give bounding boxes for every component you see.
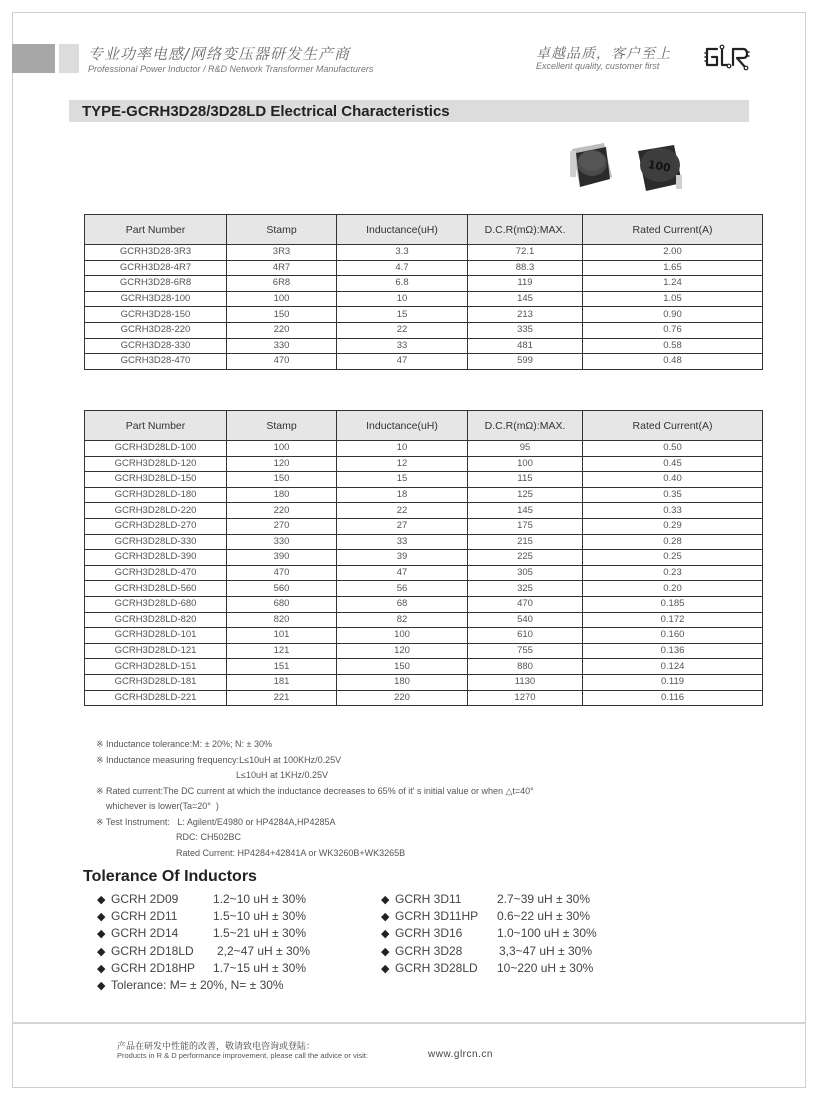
part-number-cell: GCRH3D28LD-221 xyxy=(85,690,227,706)
rated-current-cell: 0.40 xyxy=(583,472,763,488)
dcr-cell: 215 xyxy=(468,534,583,550)
rated-current-cell: 0.172 xyxy=(583,612,763,628)
diamond-bullet-icon: ◆ xyxy=(97,928,106,941)
table-row xyxy=(85,674,763,690)
column-header-stamp: Stamp xyxy=(227,411,337,441)
part-number-cell: GCRH3D28-470 xyxy=(85,354,227,370)
part-number-cell: GCRH3D28-6R8 xyxy=(85,276,227,292)
inductor-product-image xyxy=(562,137,702,199)
part-number-cell: GCRH3D28LD-270 xyxy=(85,518,227,534)
table-row xyxy=(85,518,763,534)
part-number-cell: GCRH3D28LD-121 xyxy=(85,643,227,659)
inductance-cell: 33 xyxy=(337,338,468,354)
diamond-bullet-icon: ◆ xyxy=(381,945,390,958)
dcr-cell: 481 xyxy=(468,338,583,354)
inductance-cell: 18 xyxy=(337,487,468,503)
inductance-cell: 47 xyxy=(337,354,468,370)
diamond-bullet-icon: ◆ xyxy=(381,962,390,975)
dcr-cell: 145 xyxy=(468,291,583,307)
rated-current-cell: 0.48 xyxy=(583,354,763,370)
inductance-cell: 220 xyxy=(337,690,468,706)
dcr-cell: 325 xyxy=(468,581,583,597)
slogan-cn: 卓越品质，客户至上 xyxy=(536,46,671,62)
spec-table-3d28 xyxy=(84,214,763,370)
tolerance-item: ◆ GCRH 3D11HP 0.6~22 uH ± 30% xyxy=(381,908,597,925)
rated-current-cell: 0.90 xyxy=(583,307,763,323)
part-number-cell: GCRH3D28LD-181 xyxy=(85,674,227,690)
inductance-cell: 100 xyxy=(337,628,468,644)
footer-note-cn: 产品在研发中性能的改善，敬请致电咨询或登陆： xyxy=(117,1042,316,1052)
tolerance-item: ◆ GCRH 2D09 1.2~10 uH ± 30% xyxy=(97,891,310,908)
diamond-bullet-icon: ◆ xyxy=(381,911,390,924)
stamp-cell: 221 xyxy=(227,690,337,706)
column-header-inductance: Inductance(uH) xyxy=(337,411,468,441)
inductance-cell: 33 xyxy=(337,534,468,550)
dcr-cell: 88.3 xyxy=(468,260,583,276)
note-line: L≤10uH at 1KHz/0.25V xyxy=(96,770,329,780)
footer-note-en: Products in R & D performance improvement, please call the advice or visit: xyxy=(117,1051,368,1060)
table-row xyxy=(85,565,763,581)
diamond-bullet-icon: ◆ xyxy=(381,894,390,906)
table-row xyxy=(85,338,763,354)
part-number-cell: GCRH3D28-4R7 xyxy=(85,260,227,276)
column-header-inductance: Inductance(uH) xyxy=(337,215,468,245)
tolerance-item: ◆ GCRH 3D16 1.0~100 uH ± 30% xyxy=(381,925,597,942)
note-line: ※ Inductance measuring frequency:L≤10uH at 100KHz/0.25V xyxy=(96,754,342,765)
rated-current-cell: 0.185 xyxy=(583,596,763,612)
part-number-cell: GCRH3D28LD-820 xyxy=(85,612,227,628)
stamp-cell: 180 xyxy=(227,487,337,503)
stamp-cell: 4R7 xyxy=(227,260,337,276)
part-number-cell: GCRH3D28LD-100 xyxy=(85,441,227,457)
table-row xyxy=(85,472,763,488)
dcr-cell: 95 xyxy=(468,441,583,457)
inductance-cell: 3.3 xyxy=(337,245,468,261)
tolerance-item: ◆ GCRH 3D11 2.7~39 uH ± 30% xyxy=(381,891,597,908)
note-line: RDC: CH502BC xyxy=(96,832,242,842)
slogan-en: Excellent quality, customer first xyxy=(536,61,660,71)
diamond-bullet-icon: ◆ xyxy=(97,980,106,993)
stamp-cell: 6R8 xyxy=(227,276,337,292)
dcr-cell: 100 xyxy=(468,456,583,472)
rated-current-cell: 0.116 xyxy=(583,690,763,706)
inductor-marked-icon xyxy=(638,145,682,191)
part-number-cell: GCRH3D28-100 xyxy=(85,291,227,307)
part-number-cell: GCRH3D28-330 xyxy=(85,338,227,354)
table-row xyxy=(85,260,763,276)
rated-current-cell: 0.76 xyxy=(583,322,763,338)
rated-current-cell: 0.119 xyxy=(583,674,763,690)
inductance-cell: 15 xyxy=(337,472,468,488)
rated-current-cell: 0.33 xyxy=(583,503,763,519)
inductance-cell: 27 xyxy=(337,518,468,534)
inductance-cell: 22 xyxy=(337,322,468,338)
column-header-dcr: D.C.R(mΩ):MAX. xyxy=(468,215,583,245)
part-number-cell: GCRH3D28-3R3 xyxy=(85,245,227,261)
stamp-cell: 270 xyxy=(227,518,337,534)
table-row xyxy=(85,291,763,307)
tolerance-footnote: ◆ Tolerance: M= ± 20%, N= ± 30% xyxy=(97,977,310,994)
inductance-cell: 10 xyxy=(337,441,468,457)
test-notes xyxy=(96,737,534,861)
part-number-cell: GCRH3D28LD-120 xyxy=(85,456,227,472)
diamond-bullet-icon: ◆ xyxy=(97,945,106,958)
header-decor-block-dark xyxy=(12,44,55,73)
dcr-cell: 599 xyxy=(468,354,583,370)
table-header-row xyxy=(85,411,763,441)
part-number-cell: GCRH3D28LD-180 xyxy=(85,487,227,503)
inductor-unmarked-icon xyxy=(570,143,612,187)
diamond-bullet-icon: ◆ xyxy=(97,894,106,906)
note-line: Rated Current: HP4284+42841A or WK3260B+WK3265B xyxy=(96,847,406,858)
inductance-cell: 10 xyxy=(337,291,468,307)
rated-current-cell: 0.124 xyxy=(583,659,763,675)
stamp-cell: 470 xyxy=(227,565,337,581)
stamp-cell: 680 xyxy=(227,596,337,612)
stamp-cell: 3R3 xyxy=(227,245,337,261)
dcr-cell: 1130 xyxy=(468,674,583,690)
rated-current-cell: 0.20 xyxy=(583,581,763,597)
stamp-cell: 101 xyxy=(227,628,337,644)
table-row xyxy=(85,456,763,472)
inductance-cell: 22 xyxy=(337,503,468,519)
table-row xyxy=(85,322,763,338)
table-row xyxy=(85,643,763,659)
rated-current-cell: 0.58 xyxy=(583,338,763,354)
rated-current-cell: 0.28 xyxy=(583,534,763,550)
rated-current-cell: 1.65 xyxy=(583,260,763,276)
inductance-cell: 39 xyxy=(337,550,468,566)
table-row xyxy=(85,596,763,612)
dcr-cell: 72.1 xyxy=(468,245,583,261)
inductance-cell: 4.7 xyxy=(337,260,468,276)
tolerance-item: ◆ GCRH 3D28LD 10~220 uH ± 30% xyxy=(381,960,597,977)
rated-current-cell: 1.24 xyxy=(583,276,763,292)
company-tagline-cn: 专业功率电感/网络变压器研发生产商 xyxy=(88,45,351,63)
part-number-cell: GCRH3D28LD-680 xyxy=(85,596,227,612)
inductance-cell: 47 xyxy=(337,565,468,581)
part-number-cell: GCRH3D28-220 xyxy=(85,322,227,338)
table-row xyxy=(85,628,763,644)
dcr-cell: 335 xyxy=(468,322,583,338)
stamp-cell: 120 xyxy=(227,456,337,472)
table-row xyxy=(85,487,763,503)
inductance-cell: 180 xyxy=(337,674,468,690)
tolerance-item: ◆ GCRH 2D18HP 1.7~15 uH ± 30% xyxy=(97,960,310,977)
tolerance-list-right xyxy=(381,891,597,977)
spec-table-3d28ld xyxy=(84,410,763,706)
dcr-cell: 540 xyxy=(468,612,583,628)
part-number-cell: GCRH3D28LD-470 xyxy=(85,565,227,581)
inductance-cell: 6.8 xyxy=(337,276,468,292)
stamp-cell: 100 xyxy=(227,291,337,307)
stamp-cell: 220 xyxy=(227,503,337,519)
rated-current-cell: 1.05 xyxy=(583,291,763,307)
header-decor-block-light xyxy=(59,44,79,73)
table-row xyxy=(85,534,763,550)
stamp-cell: 220 xyxy=(227,322,337,338)
table-row xyxy=(85,503,763,519)
company-logo-icon xyxy=(703,42,751,72)
inductance-cell: 12 xyxy=(337,456,468,472)
rated-current-cell: 0.25 xyxy=(583,550,763,566)
dcr-cell: 610 xyxy=(468,628,583,644)
dcr-cell: 305 xyxy=(468,565,583,581)
tolerance-item: ◆ GCRH 2D14 1.5~21 uH ± 30% xyxy=(97,925,310,942)
page-title: TYPE-GCRH3D28/3D28LD Electrical Characteristics xyxy=(82,103,450,120)
dcr-cell: 213 xyxy=(468,307,583,323)
table-row xyxy=(85,550,763,566)
stamp-cell: 820 xyxy=(227,612,337,628)
column-header-stamp: Stamp xyxy=(227,215,337,245)
stamp-cell: 100 xyxy=(227,441,337,457)
dcr-cell: 880 xyxy=(468,659,583,675)
dcr-cell: 225 xyxy=(468,550,583,566)
rated-current-cell: 0.136 xyxy=(583,643,763,659)
part-number-cell: GCRH3D28LD-151 xyxy=(85,659,227,675)
note-line: whichever is lower(Ta=20° ) xyxy=(96,801,219,811)
diamond-bullet-icon: ◆ xyxy=(381,928,390,941)
stamp-cell: 470 xyxy=(227,354,337,370)
tolerance-section-title: Tolerance Of Inductors xyxy=(83,868,257,885)
part-number-cell: GCRH3D28LD-560 xyxy=(85,581,227,597)
part-number-cell: GCRH3D28LD-101 xyxy=(85,628,227,644)
table-row xyxy=(85,612,763,628)
part-number-cell: GCRH3D28LD-330 xyxy=(85,534,227,550)
rated-current-cell: 0.45 xyxy=(583,456,763,472)
note-line: ※ Test Instrument: L: Agilent/E4980 or HP4284A,HP4285A xyxy=(96,816,336,827)
stamp-cell: 151 xyxy=(227,659,337,675)
part-number-cell: GCRH3D28LD-150 xyxy=(85,472,227,488)
inductance-cell: 150 xyxy=(337,659,468,675)
column-header-dcr: D.C.R(mΩ):MAX. xyxy=(468,411,583,441)
stamp-cell: 560 xyxy=(227,581,337,597)
tolerance-item: ◆ GCRH 2D11 1.5~10 uH ± 30% xyxy=(97,908,310,925)
note-line: ※ Inductance tolerance:M: ± 20%; N: ± 30% xyxy=(96,739,273,749)
svg-text:100: 100 xyxy=(646,157,672,175)
stamp-cell: 181 xyxy=(227,674,337,690)
table-header-row xyxy=(85,215,763,245)
dcr-cell: 115 xyxy=(468,472,583,488)
table-row xyxy=(85,276,763,292)
diamond-bullet-icon: ◆ xyxy=(97,911,106,924)
dcr-cell: 470 xyxy=(468,596,583,612)
stamp-cell: 390 xyxy=(227,550,337,566)
inductance-cell: 15 xyxy=(337,307,468,323)
table-row xyxy=(85,581,763,597)
inductance-cell: 82 xyxy=(337,612,468,628)
table-row xyxy=(85,307,763,323)
dcr-cell: 1270 xyxy=(468,690,583,706)
stamp-cell: 150 xyxy=(227,472,337,488)
rated-current-cell: 0.23 xyxy=(583,565,763,581)
inductance-cell: 120 xyxy=(337,643,468,659)
table-row xyxy=(85,659,763,675)
tolerance-item: ◆ GCRH 2D18LD 2,2~47 uH ± 30% xyxy=(97,943,310,960)
footer-website-link[interactable]: www.glrcn.cn xyxy=(428,1049,493,1060)
part-number-cell: GCRH3D28LD-390 xyxy=(85,550,227,566)
stamp-cell: 330 xyxy=(227,534,337,550)
column-header-rated-current: Rated Current(A) xyxy=(583,215,763,245)
stamp-cell: 330 xyxy=(227,338,337,354)
dcr-cell: 145 xyxy=(468,503,583,519)
inductance-cell: 56 xyxy=(337,581,468,597)
inductance-cell: 68 xyxy=(337,596,468,612)
rated-current-cell: 0.29 xyxy=(583,518,763,534)
stamp-cell: 121 xyxy=(227,643,337,659)
dcr-cell: 119 xyxy=(468,276,583,292)
column-header-rated-current: Rated Current(A) xyxy=(583,411,763,441)
dcr-cell: 755 xyxy=(468,643,583,659)
rated-current-cell: 0.50 xyxy=(583,441,763,457)
rated-current-cell: 0.35 xyxy=(583,487,763,503)
part-number-cell: GCRH3D28-150 xyxy=(85,307,227,323)
column-header-part-number: Part Number xyxy=(85,411,227,441)
dcr-cell: 125 xyxy=(468,487,583,503)
rated-current-cell: 0.160 xyxy=(583,628,763,644)
table-row xyxy=(85,245,763,261)
company-tagline-en: Professional Power Inductor / R&D Network Transformer Manufacturers xyxy=(88,64,374,74)
tolerance-list-left xyxy=(97,891,310,994)
table-row xyxy=(85,354,763,370)
table-row xyxy=(85,690,763,706)
column-header-part-number: Part Number xyxy=(85,215,227,245)
part-number-cell: GCRH3D28LD-220 xyxy=(85,503,227,519)
table-row xyxy=(85,441,763,457)
note-line: ※ Rated current:The DC current at which the inductance decreases to 65% of it' s initial value or when △t=40° xyxy=(96,785,534,796)
rated-current-cell: 2.00 xyxy=(583,245,763,261)
diamond-bullet-icon: ◆ xyxy=(97,962,106,975)
stamp-cell: 150 xyxy=(227,307,337,323)
footer-divider xyxy=(12,1022,806,1024)
tolerance-item: ◆ GCRH 3D28 3,3~47 uH ± 30% xyxy=(381,943,597,960)
dcr-cell: 175 xyxy=(468,518,583,534)
